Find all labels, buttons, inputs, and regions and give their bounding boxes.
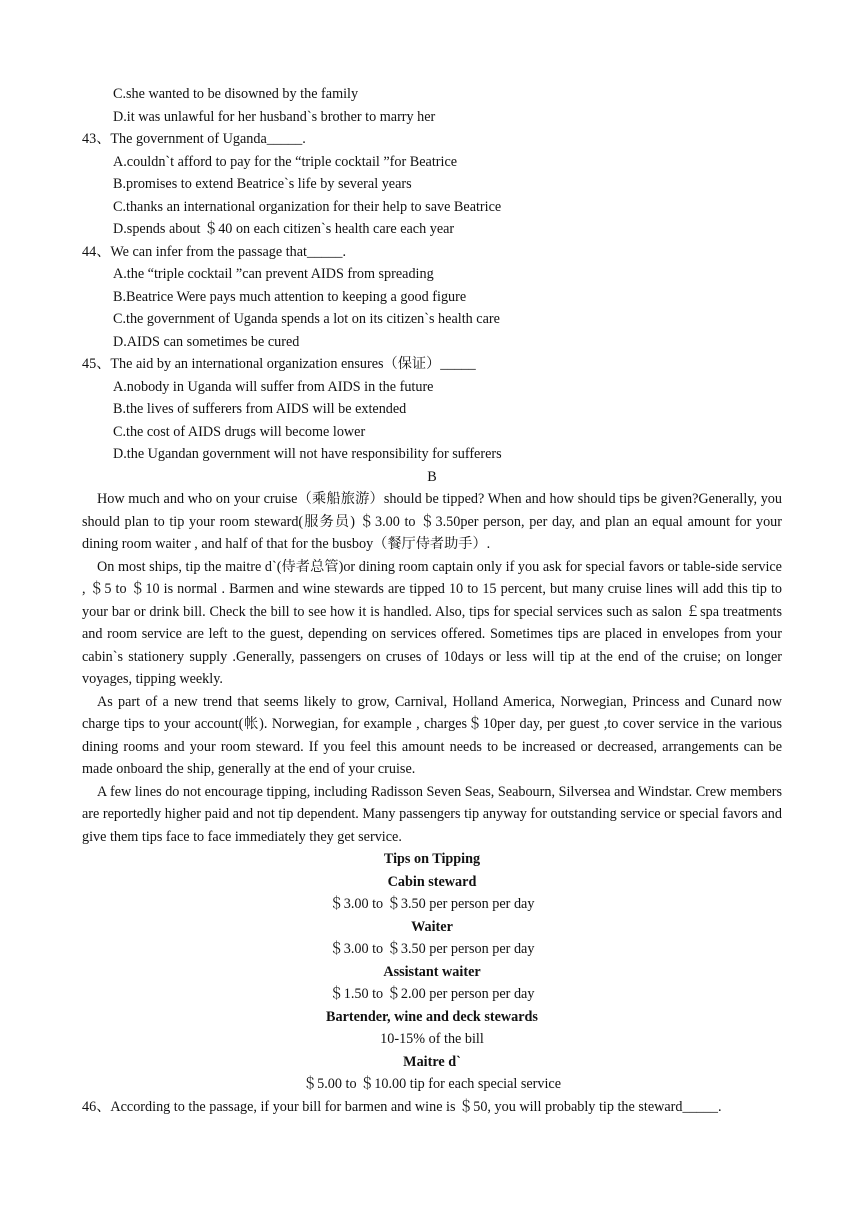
tip-role: Maitre d`	[403, 1053, 461, 1070]
paragraph: As part of a new trend that seems likely to grow, Carnival, Holland America, Norwegian, Princess and Cunard now charge tips to your account(帐). Norwegian, for example , charges＄10per day, per guest ,to cover service in the various dining rooms and your room steward. If you feel this amount needs to be increased or decreased, arrangements can be made onboard the ship, generally at the end of your cruise.	[82, 693, 782, 777]
tip-role: Waiter	[411, 918, 453, 935]
question-43	[82, 128, 782, 241]
tip-amount: ＄1.50 to ＄2.00 per person per day	[329, 986, 535, 1002]
question-44	[82, 241, 782, 354]
question-46: 46、According to the passage, if your bill for barmen and wine is ＄50, you will probably tip the steward_____.	[82, 1098, 722, 1115]
section-heading: B	[427, 468, 437, 485]
question-45	[82, 353, 782, 466]
option-d: D.AIDS can sometimes be cured	[113, 333, 300, 350]
question-stem: 45、The aid by an international organization ensures（保证）_____	[82, 356, 476, 372]
tip-role: Cabin steward	[387, 873, 477, 890]
question-stem: 43、The government of Uganda_____.	[82, 131, 306, 147]
option-c: C.the cost of AIDS drugs will become lower	[113, 423, 366, 440]
option-c: C.the government of Uganda spends a lot on its citizen`s health care	[113, 311, 500, 327]
tip-amount: 10-15% of the bill	[380, 1031, 484, 1047]
previous-question-options	[82, 83, 782, 1118]
option-b: B.Beatrice Were pays much attention to keeping a good figure	[113, 288, 467, 305]
option-d: D.the Ugandan government will not have responsibility for sufferers	[113, 446, 502, 462]
option-c: C.she wanted to be disowned by the family	[113, 86, 359, 102]
tip-amount: ＄3.00 to ＄3.50 per person per day	[329, 896, 535, 912]
option-d: D.it was unlawful for her husband`s brother to marry her	[113, 108, 436, 125]
option-c: C.thanks an international organization for their help to save Beatrice	[113, 198, 502, 215]
option-a: A.couldn`t afford to pay for the “triple cocktail ”for Beatrice	[113, 153, 458, 170]
tips-table-title: Tips on Tipping	[383, 851, 481, 867]
tip-amount: ＄3.00 to ＄3.50 per person per day	[329, 941, 535, 957]
option-d: D.spends about ＄40 on each citizen`s health care each year	[113, 221, 455, 237]
option-a: A.the “triple cocktail ”can prevent AIDS from spreading	[113, 266, 434, 282]
tip-role: Assistant waiter	[383, 963, 481, 980]
paragraph: How much and who on your cruise（乘船旅游）should be tipped? When and how should tips be given?Generally, you should plan to tip your room steward(服务员) ＄3.00 to ＄3.50per person, per day, and plan an equal amount for your dining room waiter , and half of that for the busboy（餐厅侍者助手）.	[82, 491, 782, 552]
passage-b	[82, 488, 782, 848]
option-a: A.nobody in Uganda will suffer from AIDS in the future	[113, 378, 434, 395]
paragraph: On most ships, tip the maitre d`(侍者总管)or dining room captain only if you ask for special favors or table-side service , ＄5 to ＄10 is normal . Barmen and wine stewards are tipped 10 to 15 percent, but many cruise lines will add this tip to your bar or drink bill. Check the bill to see how it is handled. Also, tips for special services such as salon ￡spa treatments and room service are left to the guest, depending on services offered. Sometimes tips are placed in envelopes from your cabin`s stationery supply .Generally, passengers on cruses of 10days or less will tip at the end of the cruise; on longer voyages, tipping weekly.	[82, 558, 782, 687]
tip-amount: ＄5.00 to ＄10.00 tip for each special service	[302, 1076, 562, 1092]
option-b: B.promises to extend Beatrice`s life by several years	[113, 176, 412, 192]
tips-table	[82, 848, 782, 1096]
tip-role: Bartender, wine and deck stewards	[326, 1008, 538, 1025]
question-stem: 44、We can infer from the passage that_____.	[82, 243, 346, 260]
paragraph: A few lines do not encourage tipping, including Radisson Seven Seas, Seabourn, Silversea and Windstar. Crew members are reportedly higher paid and not tip dependent. Many passengers tip anyway for outstanding service or special favors and give them tips face to face immediately they get service.	[82, 783, 782, 845]
option-b: B.the lives of sufferers from AIDS will be extended	[113, 401, 407, 417]
